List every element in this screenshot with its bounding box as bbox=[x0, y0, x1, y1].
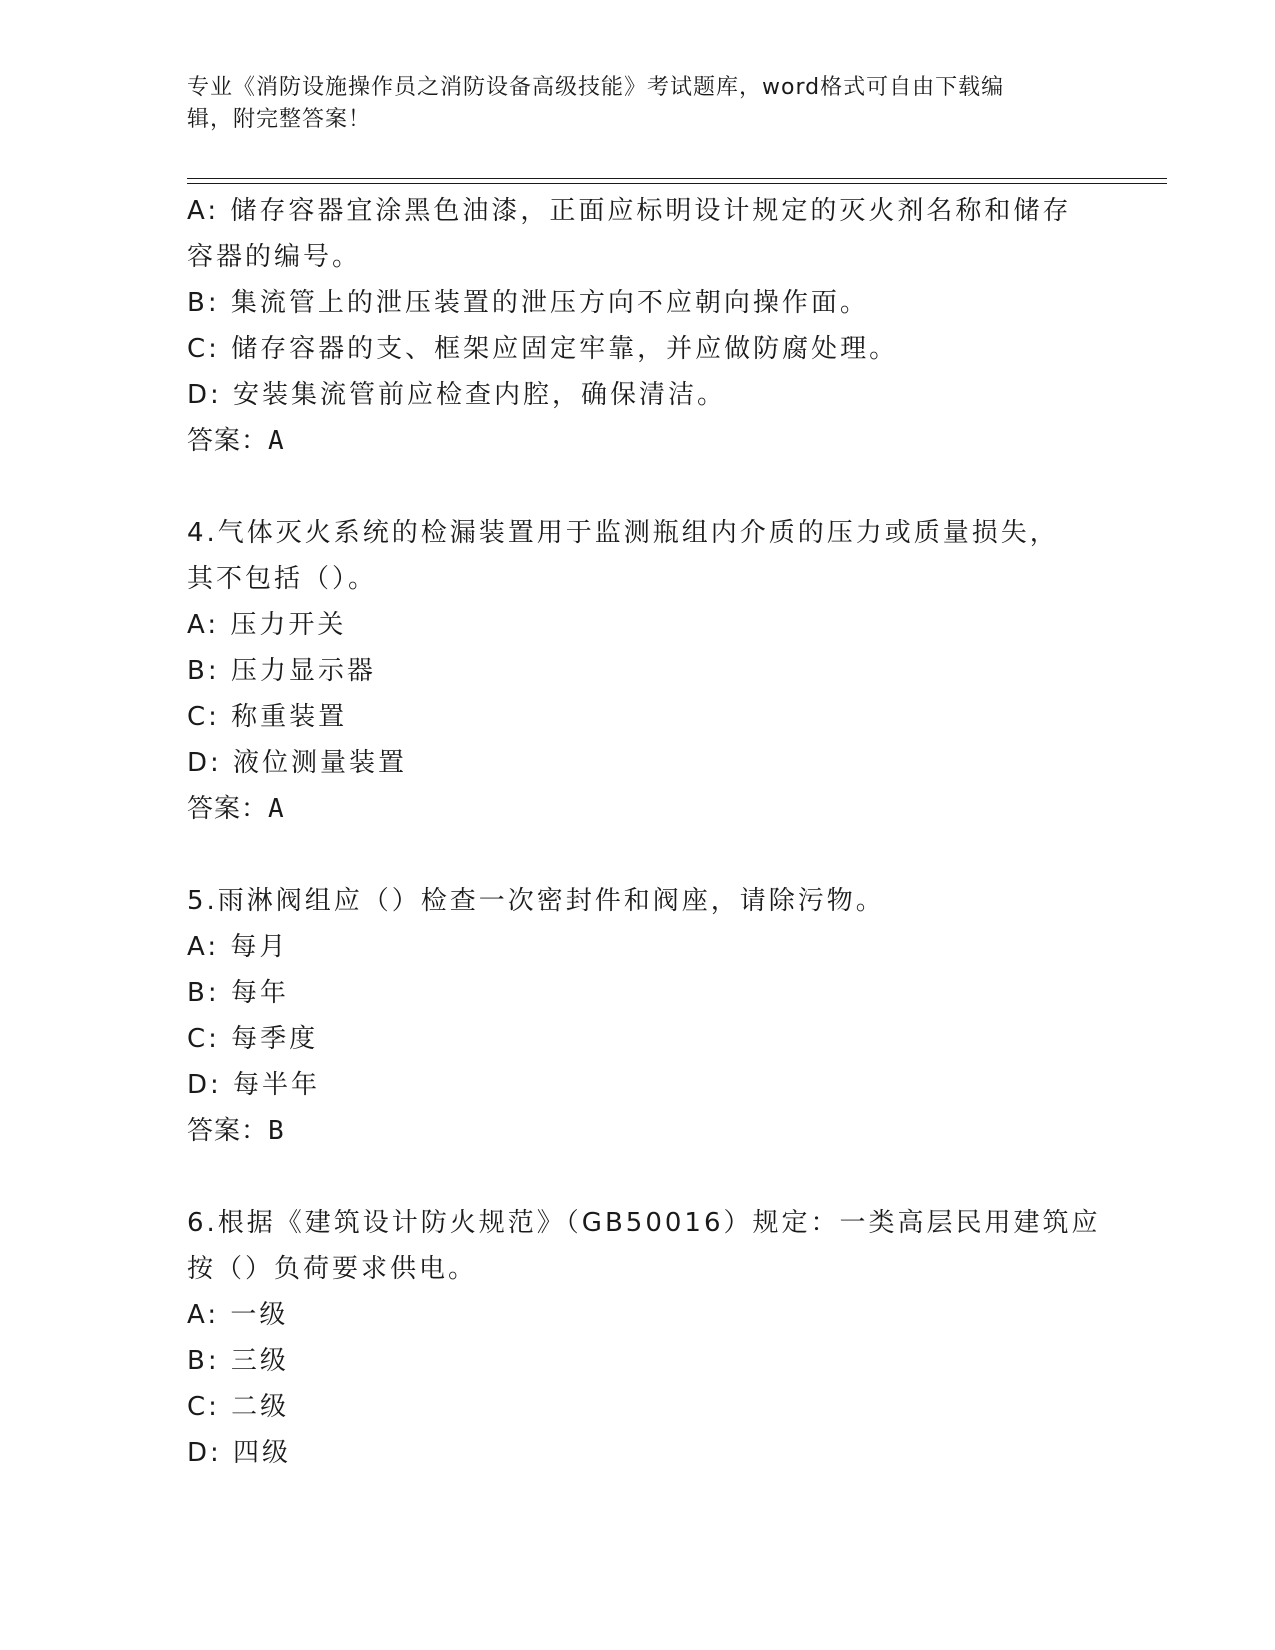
question-4-stem-line-2: 其不包括（）。 bbox=[187, 564, 378, 594]
question-3-option-c: C: 储存容器的支、框架应固定牢靠，并应做防腐处理。 bbox=[187, 334, 899, 364]
question-4 bbox=[187, 510, 1087, 832]
question-6-option-d: D: 四级 bbox=[187, 1438, 292, 1468]
question-5-answer: 答案：B bbox=[187, 1116, 285, 1146]
header-divider-top bbox=[187, 178, 1167, 179]
question-3-option-b: B: 集流管上的泄压装置的泄压方向不应朝向操作面。 bbox=[187, 288, 869, 318]
question-3-answer: 答案：A bbox=[187, 426, 285, 456]
question-5-option-a: A: 每月 bbox=[187, 932, 289, 962]
question-6-stem-line-2: 按（）负荷要求供电。 bbox=[187, 1254, 478, 1284]
header-title-line-1: 专业《消防设施操作员之消防设备高级技能》考试题库，word格式可自由下载编 bbox=[187, 75, 1005, 100]
question-4-option-b: B: 压力显示器 bbox=[187, 656, 376, 686]
spacer bbox=[187, 464, 1087, 510]
question-6-option-a: A: 一级 bbox=[187, 1300, 289, 1330]
question-6 bbox=[187, 1200, 1101, 1476]
question-4-option-d: D: 液位测量装置 bbox=[187, 748, 408, 778]
question-3-option-d: D: 安装集流管前应检查内腔，确保清洁。 bbox=[187, 380, 727, 410]
question-5-option-d: D: 每半年 bbox=[187, 1070, 321, 1100]
question-5-option-b: B: 每年 bbox=[187, 978, 289, 1008]
page-header bbox=[187, 72, 1087, 136]
question-3 bbox=[187, 188, 1087, 464]
question-5 bbox=[187, 878, 1087, 1154]
question-4-option-c: C: 称重装置 bbox=[187, 702, 348, 732]
header-divider-bottom bbox=[187, 183, 1167, 184]
question-3-option-a-line-1: A: 储存容器宜涂黑色油漆，正面应标明设计规定的灭火剂名称和储存 bbox=[187, 196, 1072, 226]
question-4-stem-line-1: 4.气体灭火系统的检漏装置用于监测瓶组内介质的压力或质量损失， bbox=[187, 518, 1059, 548]
question-6-option-b: B: 三级 bbox=[187, 1346, 289, 1376]
question-5-option-c: C: 每季度 bbox=[187, 1024, 319, 1054]
question-list bbox=[187, 188, 1101, 1476]
question-3-option-a-line-2: 容器的编号。 bbox=[187, 242, 362, 272]
question-4-option-a: A: 压力开关 bbox=[187, 610, 347, 640]
question-6-stem-line-1: 6.根据《建筑设计防火规范》（GB50016）规定：一类高层民用建筑应 bbox=[187, 1208, 1101, 1238]
question-5-stem: 5.雨淋阀组应（）检查一次密封件和阀座，请除污物。 bbox=[187, 886, 885, 916]
spacer bbox=[187, 1154, 1087, 1200]
question-4-answer: 答案：A bbox=[187, 794, 285, 824]
header-title-line-2: 辑，附完整答案！ bbox=[187, 107, 372, 132]
question-6-option-c: C: 二级 bbox=[187, 1392, 290, 1422]
spacer bbox=[187, 832, 1087, 878]
